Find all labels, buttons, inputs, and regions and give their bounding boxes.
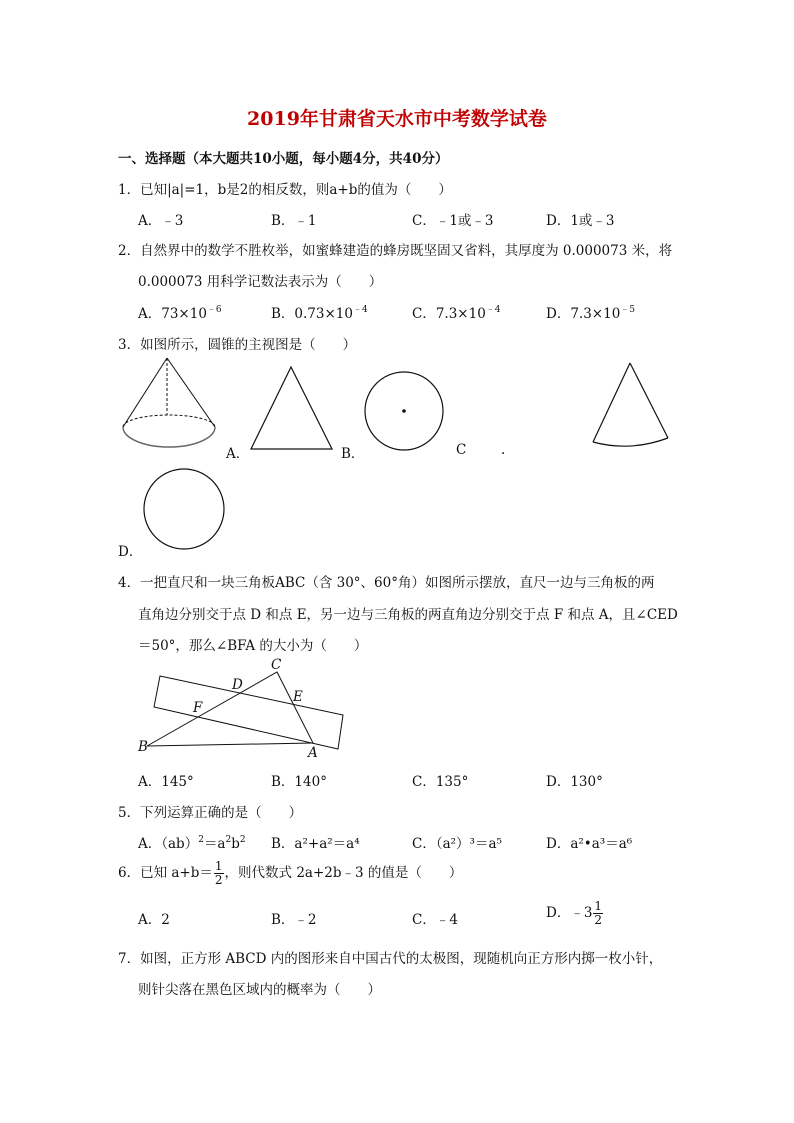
- question-7-stem-line1: 7．如图，正方形 ABCD 内的图形来自中国古代的太极图，现随机向正方形内掷一枚小针，: [118, 951, 663, 967]
- q5-option-a: A．$(ab)^2=a^2b^2$: [138, 835, 246, 852]
- ruler-triangle-figure: [130, 660, 360, 760]
- circle-with-center-figure: [362, 370, 446, 454]
- q6-option-a: A．2: [138, 912, 170, 928]
- q4-option-d: D．130°: [546, 774, 603, 790]
- q4-option-b: B．140°: [271, 774, 327, 790]
- circle-figure: [140, 466, 228, 554]
- q1-option-d: D．1或﹣3: [546, 213, 615, 229]
- q3-label-c-dot: .: [501, 442, 506, 458]
- point-d-label: D: [232, 677, 243, 693]
- point-b-label: B: [138, 739, 148, 755]
- q5-option-d: D．a²•a³＝a⁶: [546, 836, 633, 852]
- q2-option-a: A．$73\times 10^{﹣6}$: [138, 305, 222, 322]
- q5-option-b: B．a²+a²＝a⁴: [271, 836, 360, 852]
- question-4-stem-line2: 直角边分别交于点 D 和点 E，另一边与三角板的两直角边分别交于点 F 和点 A，且∠CED: [138, 607, 678, 623]
- q6-fraction: $\frac{1}{2}$: [214, 859, 223, 887]
- q6-d-fraction: $\frac{1}{2}$: [594, 899, 603, 927]
- question-7-stem-line2: 则针尖落在黑色区域内的概率为（ ）: [138, 982, 381, 998]
- point-e-label: E: [293, 689, 303, 705]
- question-4-stem-line3: ＝50°，那么∠BFA 的大小为（ ）: [138, 638, 368, 654]
- q1-option-c: C．﹣1或﹣3: [412, 213, 494, 229]
- q3-label-b: B．: [341, 446, 365, 462]
- q2-option-c: C．$7.3\times 10^{﹣4}$: [412, 305, 501, 322]
- question-3-stem: 3．如图所示，圆锥的主视图是（ ）: [118, 337, 357, 353]
- point-c-label: C: [271, 657, 282, 673]
- sector-figure: [590, 360, 670, 450]
- point-f-label: F: [193, 700, 203, 716]
- page-title: 2019年甘肃省天水市中考数学试卷: [247, 108, 547, 130]
- q3-label-c: C: [456, 442, 467, 458]
- q4-option-a: A．145°: [138, 774, 194, 790]
- q6-option-c: C．﹣4: [412, 912, 458, 928]
- q6-option-d: D．﹣3 $\frac{1}{2}$: [546, 899, 603, 927]
- q3-label-d: D．: [118, 544, 143, 560]
- question-2-stem-line1: 2．自然界中的数学不胜枚举，如蜜蜂建造的蜂房既坚固又省料，其厚度为 0.000073 米，将: [118, 243, 673, 259]
- q4-option-c: C．135°: [412, 774, 469, 790]
- question-6-stem: 6．已知 a+b＝ $\frac{1}{2}$ ，则代数式 2a+2b﹣3 的值是（ ）: [118, 859, 463, 887]
- q5-option-c: C．（a²）³＝a⁵: [412, 836, 502, 852]
- section-heading: 一、选择题（本大题共10小题，每小题4分，共40分）: [118, 151, 449, 167]
- question-4-stem-line1: 4．一把直尺和一块三角板ABC（含 30°、60°角）如图所示摆放，直尺一边与三角板的两: [118, 575, 655, 591]
- q1-option-b: B．﹣1: [271, 213, 317, 229]
- cone-3d-figure: [118, 355, 228, 455]
- question-1-stem: 1．已知|a|=1，b是2的相反数，则a+b的值为（ ）: [118, 182, 452, 198]
- point-a-label: A: [308, 745, 318, 761]
- q2-option-d: D．$7.3\times 10^{﹣5}$: [546, 305, 636, 322]
- triangle-figure: [248, 364, 338, 454]
- q6-option-b: B．﹣2: [271, 912, 317, 928]
- question-5-stem: 5．下列运算正确的是（ ）: [118, 805, 303, 821]
- q1-option-a: A．﹣3: [138, 213, 184, 229]
- q3-label-a: A．: [226, 446, 250, 462]
- q2-option-b: B．$0.73\times 10^{﹣4}$: [271, 305, 368, 322]
- question-2-stem-line2: 0.000073 用科学记数法表示为（ ）: [138, 274, 383, 290]
